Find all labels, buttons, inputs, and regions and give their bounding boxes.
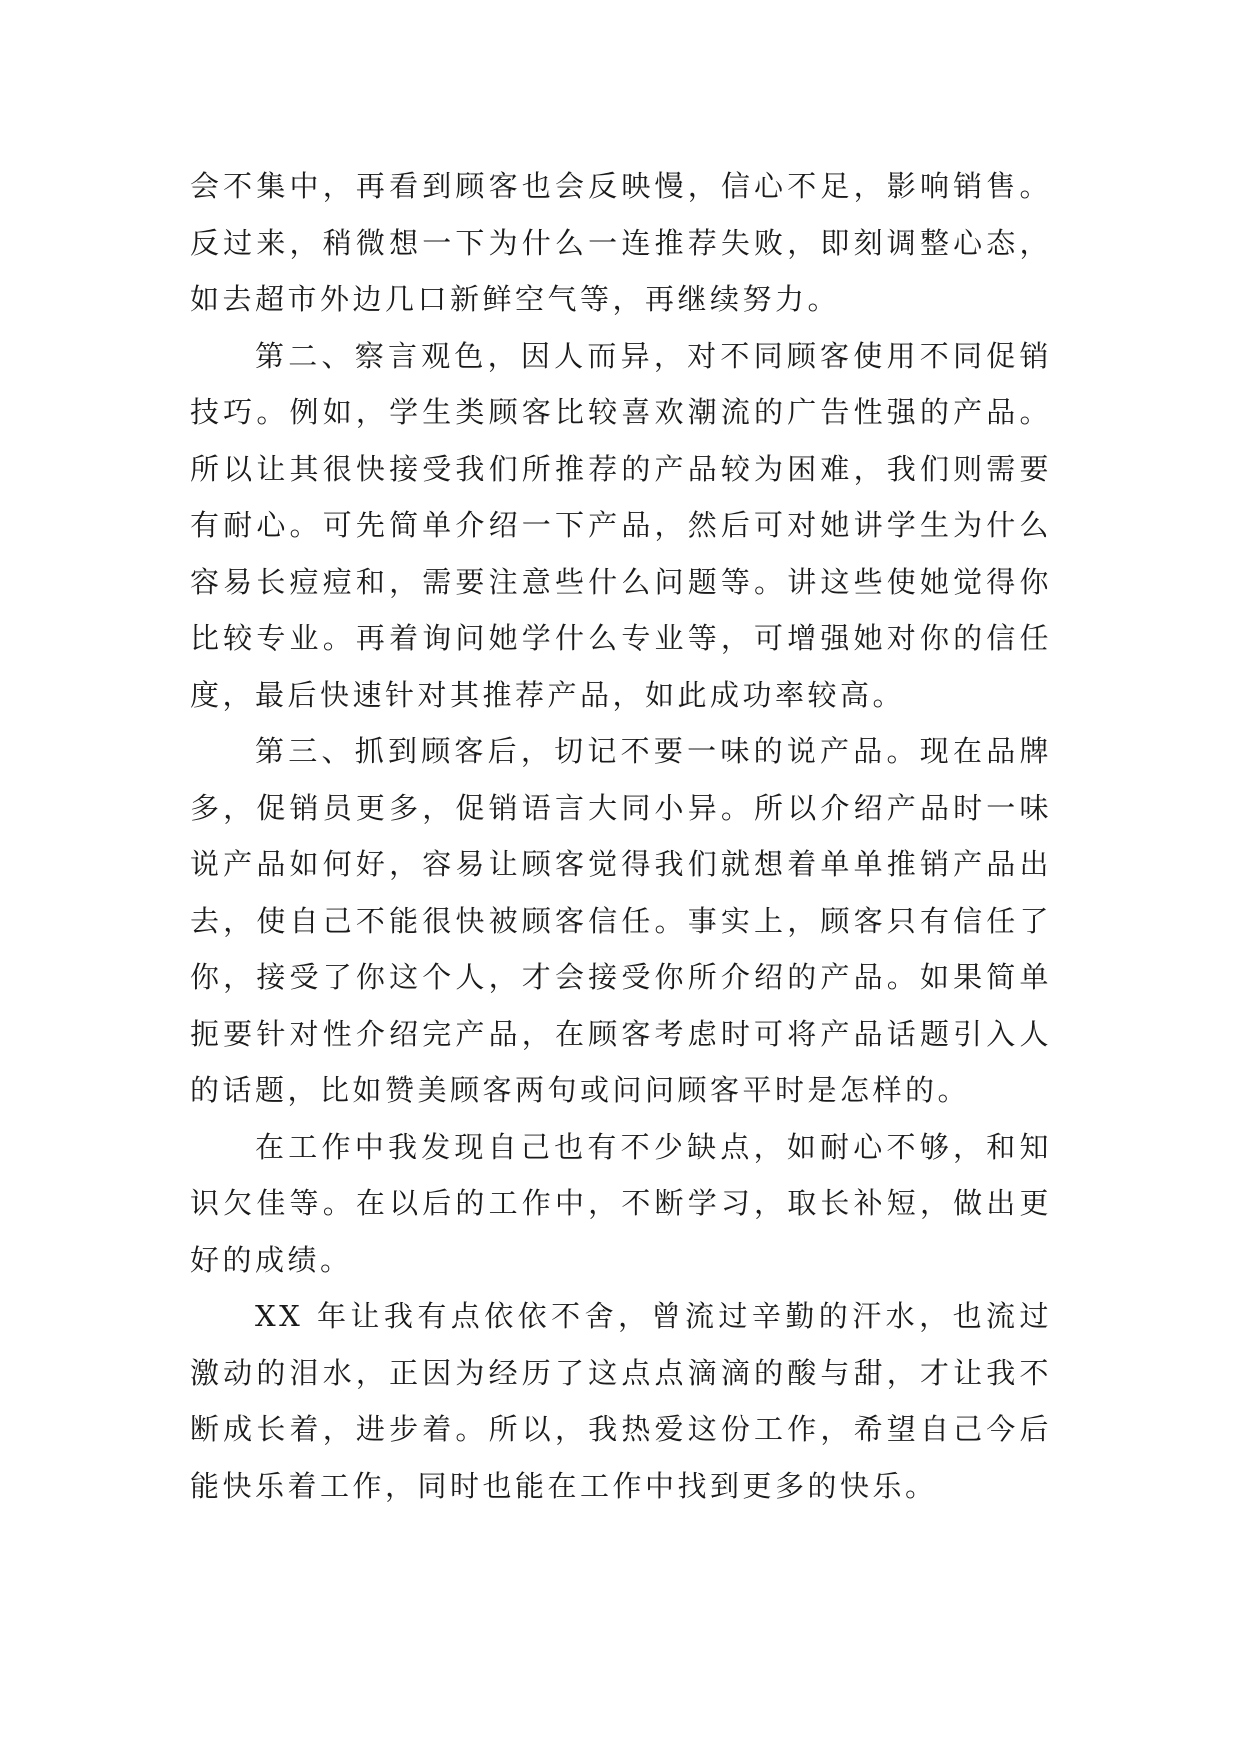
paragraph-conclusion: XX 年让我有点依依不舍，曾流过辛勤的汗水，也流过激动的泪水，正因为经历了这点点滴滴的酸与甜，才让我不断成长着，进步着。所以，我热爱这份工作，希望自己今后能快乐着工作，同时也能在工作中找到更多的快乐。 [190, 1299, 1052, 1503]
paragraph-third-point: 第三、抓到顾客后，切记不要一味的说产品。现在品牌多，促销员更多，促销语言大同小异。所以介绍产品时一味说产品如何好，容易让顾客觉得我们就想着单单推销产品出去，使自己不能很快被顾客信任。事实上，顾客只有信任了你，接受了你这个人，才会接受你所介绍的产品。如果简单扼要针对性介绍完产品，在顾客考虑时可将产品话题引入人的话题，比如赞美顾客两句或问问顾客平时是怎样的。 [190, 734, 1052, 1107]
paragraph-continuation: 会不集中，再看到顾客也会反映慢，信心不足，影响销售。反过来，稍微想一下为什么一连推荐失败，即刻调整心态，如去超市外边几口新鲜空气等，再继续努力。 [190, 169, 1052, 316]
document-body [190, 158, 1052, 1514]
paragraph-second-point: 第二、察言观色，因人而异，对不同顾客使用不同促销技巧。例如，学生类顾客比较喜欢潮流的广告性强的产品。所以让其很快接受我们所推荐的产品较为困难，我们则需要有耐心。可先简单介绍一下产品，然后可对她讲学生为什么容易长痘痘和，需要注意些什么问题等。讲这些使她觉得你比较专业。再着询问她学什么专业等，可增强她对你的信任度，最后快速针对其推荐产品，如此成功率较高。 [190, 338, 1052, 712]
paragraph-shortcomings: 在工作中我发现自己也有不少缺点，如耐心不够，和知识欠佳等。在以后的工作中，不断学习，取长补短，做出更好的成绩。 [190, 1129, 1052, 1277]
